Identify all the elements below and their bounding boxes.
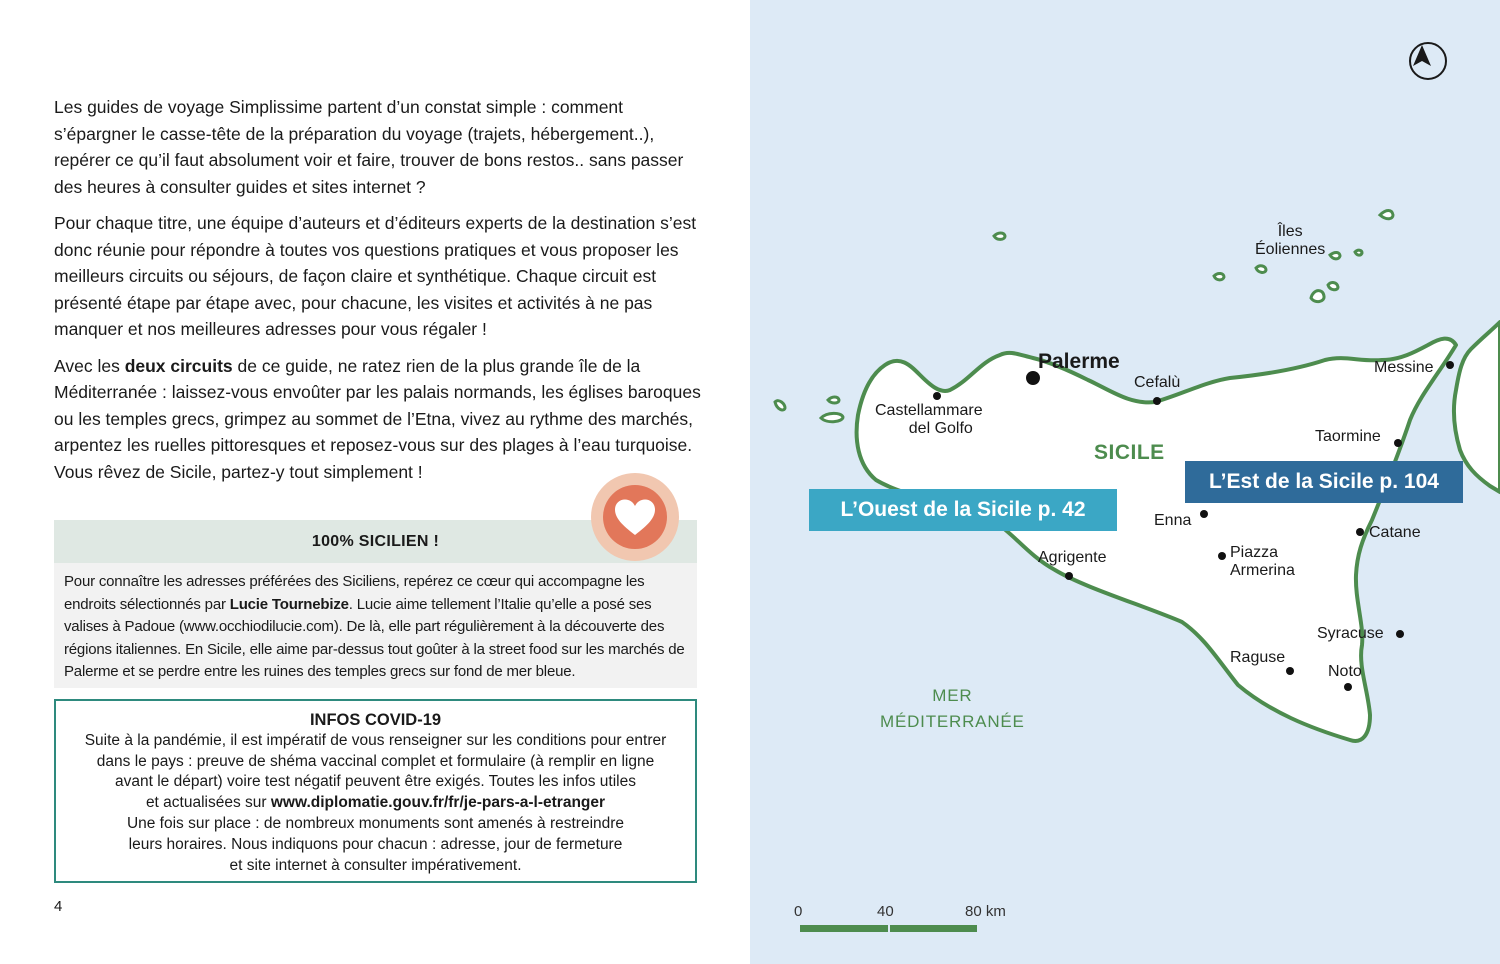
intro-paragraph-1: Les guides de voyage Simplissime partent d’un constat simple : comment s’épargner le casse-tête de la préparation du voyage (trajets, hébergement..), repérer ce qu’il faut absolument voir et faire, trouver de bons restos.. sans passer des heures à consulter guides et sites internet ? — [54, 97, 684, 197]
iles-line-1: Îles — [1277, 223, 1303, 240]
iles-line-2: Éoliennes — [1255, 241, 1326, 258]
small-island — [994, 233, 1005, 239]
aeolian-island — [1328, 283, 1338, 290]
scale-tick-40: 40 — [877, 903, 894, 920]
city-marker-messine — [1446, 361, 1454, 369]
city-label-catane: Catane — [1369, 524, 1421, 541]
piazza-line-1: Piazza — [1230, 544, 1279, 561]
city-marker-raguse — [1286, 667, 1294, 675]
city-label-raguse: Raguse — [1230, 649, 1286, 666]
scale-bar-segment — [890, 925, 977, 932]
sicilien-title: 100% SICILIEN ! — [54, 520, 697, 563]
intro-text — [54, 94, 704, 495]
north-arrow-icon — [1409, 42, 1447, 80]
sicilien-text-start: Pour connaître les adresses préférées des Siciliens, repérez ce cœur qui accompagne les endroits sélectionnés par — [64, 573, 645, 613]
aeolian-island — [1311, 291, 1324, 302]
aeolian-island — [1330, 252, 1340, 258]
circuit-east-button[interactable]: L’Est de la Sicile p. 104 — [1185, 461, 1463, 503]
city-marker-enna — [1200, 510, 1208, 518]
p3-text-end: de ce guide, ne ratez rien de la plus grande île de la Méditerranée : laissez-vous envoûter par les palais normands, les églises baroques ou les temples grecs, grimpez au sommet de l’Etna, vivez au rythme des marchés, arpentez les ruelles pittoresques et reposez-vous sur des plages à l’eau turquoise. Vous rêvez de Sicile, partez-y tout simplement ! — [54, 355, 701, 482]
island-label: SICILE — [1094, 441, 1165, 464]
sea-line-1: MER — [932, 686, 973, 705]
p3-bold-circuits: deux circuits — [124, 355, 233, 376]
sicilien-text — [54, 563, 697, 684]
covid-line: Une fois sur place : de nombreux monuments sont amenés à restreindre — [126, 814, 625, 832]
covid-line-text: et actualisées sur — [145, 794, 271, 812]
piazza-line-2: Armerina — [1230, 562, 1295, 579]
aegadian-island — [828, 397, 839, 403]
aegadian-island — [775, 401, 785, 410]
city-label-cefalu: Cefalù — [1134, 374, 1181, 391]
city-label-piazza-armerina — [1230, 544, 1295, 580]
covid-line: et site internet à consulter impérativement. — [229, 856, 522, 874]
city-marker-taormine — [1394, 439, 1402, 447]
city-marker-cefalu — [1153, 397, 1161, 405]
page-number: 4 — [54, 898, 63, 915]
covid-line: dans le pays : preuve de shéma vaccinal complet et formulaire (à remplir en ligne — [96, 752, 655, 770]
city-label-castellammare — [875, 402, 983, 438]
covid-line: avant le départ) voire test négatif peuvent être exigés. Toutes les infos utiles — [115, 773, 636, 791]
scale-bar-segment — [800, 925, 888, 932]
city-marker-piazza-armerina — [1218, 552, 1226, 560]
city-label-palerme: Palerme — [1038, 350, 1120, 373]
heart-icon — [603, 485, 667, 549]
scale-tick-80: 80 km — [965, 903, 1006, 920]
sicilien-text-end: . Lucie aime tellement l’Italie qu’elle a posé ses valises à Padoue (www.occhiodilucie.com). De là, elle part régulièrement à la découverte des régions italiennes. En Sicile, elle aime par-dessus tout goûter à la street food sur les marchés de Palerme et se perdre entre les ruines des temples grecs sur fond de mer bleue. — [64, 595, 685, 680]
city-label-messine: Messine — [1374, 359, 1434, 376]
covid-title: INFOS COVID-19 — [309, 711, 442, 729]
castellammare-line-2: del Golfo — [908, 420, 973, 437]
aeolian-island — [1355, 250, 1362, 255]
covid-line — [56, 793, 695, 814]
covid-line: leurs horaires. Nous indiquons pour chacun : adresse, jour de fermeture — [128, 835, 623, 853]
city-marker-syracuse — [1396, 630, 1404, 638]
aegadian-island — [821, 413, 843, 421]
heart-badge — [591, 473, 679, 561]
city-marker-catane — [1356, 528, 1364, 536]
circuit-west-button[interactable]: L’Ouest de la Sicile p. 42 — [809, 489, 1117, 531]
scale-tick-0: 0 — [794, 903, 803, 920]
city-label-agrigente: Agrigente — [1038, 549, 1107, 566]
city-marker-noto — [1344, 683, 1352, 691]
covid-box — [54, 699, 697, 883]
aeolian-island — [1214, 273, 1224, 279]
city-label-enna: Enna — [1154, 512, 1192, 529]
intro-paragraph-2: Pour chaque titre, une équipe d’auteurs et d’éditeurs experts de la destination s’est donc réunie pour répondre à toutes vos questions pratiques et vous proposer les meilleurs circuits ou séjours, de façon claire et synthétique. Chaque circuit est présenté étape par étape avec, pour chacune, les visites et activités à ne pas manquer et nos meilleures adresses pour vous régaler ! — [54, 213, 697, 339]
aeolian-island — [1256, 266, 1266, 273]
sicilien-author: Lucie Tournebize — [229, 595, 349, 613]
city-label-taormine: Taormine — [1315, 428, 1381, 445]
sicily-map — [750, 0, 1500, 964]
city-label-noto: Noto — [1328, 663, 1362, 680]
sea-label — [880, 683, 1025, 735]
city-marker-agrigente — [1065, 572, 1073, 580]
p3-text-start: Avec les — [54, 355, 125, 376]
city-marker-castellammare — [933, 392, 941, 400]
city-label-syracuse: Syracuse — [1317, 625, 1384, 642]
intro-paragraph-3 — [54, 353, 704, 486]
castellammare-line-1: Castellammare — [875, 402, 983, 419]
covid-link[interactable]: www.diplomatie.gouv.fr/fr/je-pars-a-l-etranger — [270, 794, 606, 812]
sea-line-2: MÉDITERRANÉE — [880, 712, 1025, 731]
aeolian-islands-label — [1255, 223, 1325, 259]
covid-line: Suite à la pandémie, il est impératif de vous renseigner sur les conditions pour entrer — [84, 731, 667, 749]
aeolian-island — [1380, 211, 1393, 219]
